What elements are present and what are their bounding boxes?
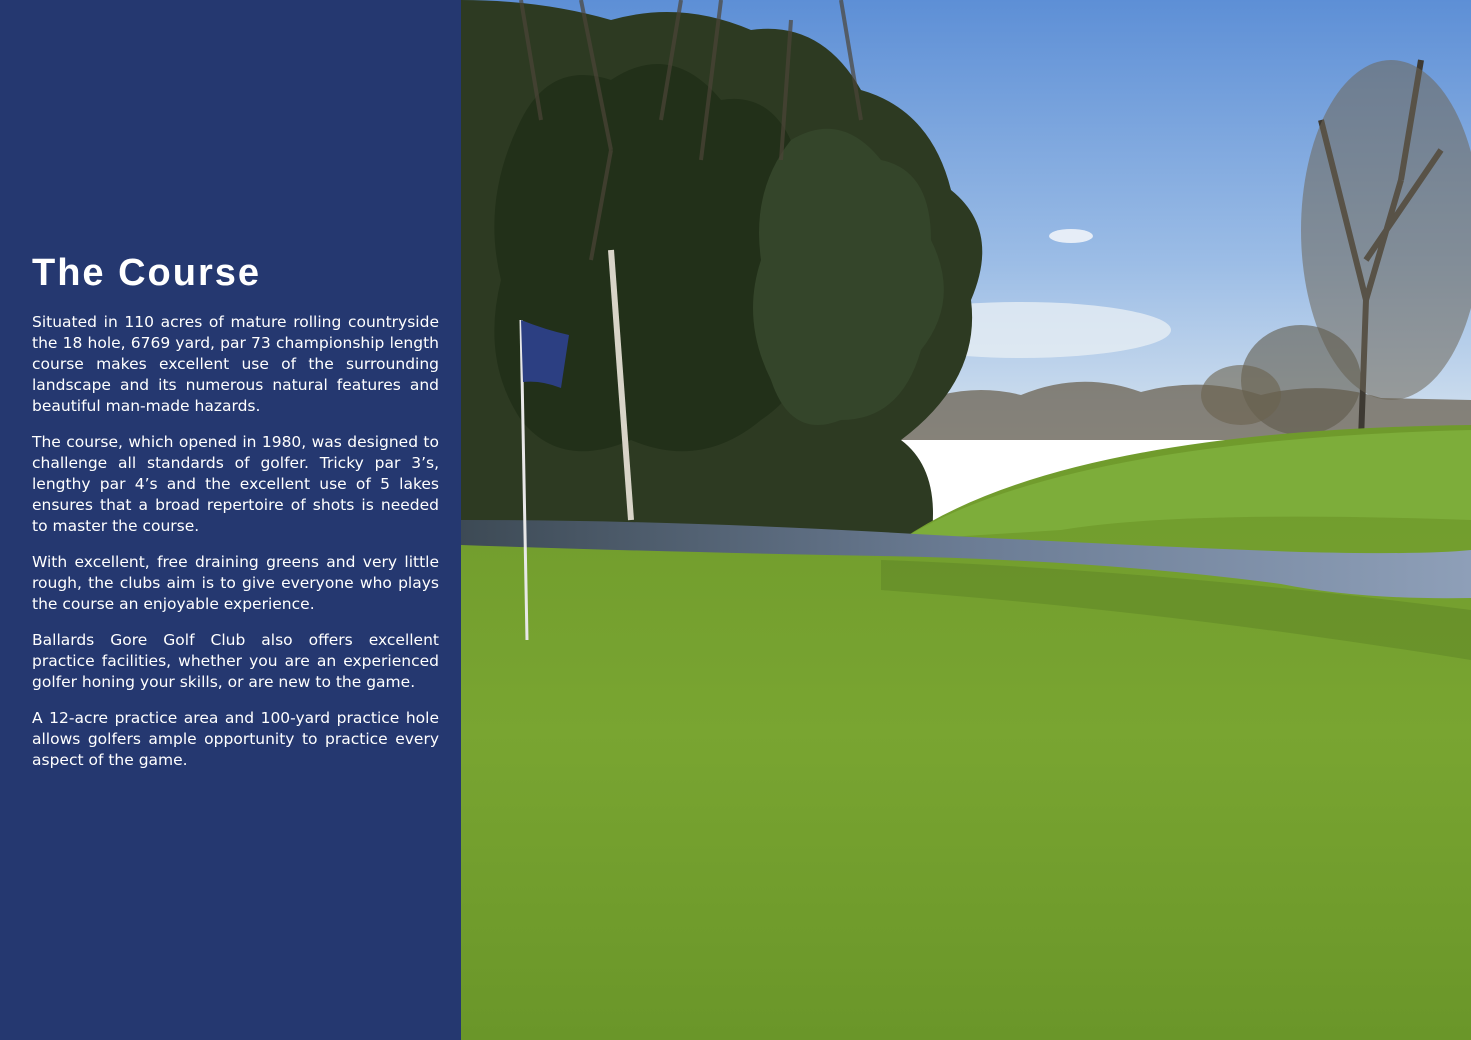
golf-course-illustration [461, 0, 1471, 1040]
tree-crown-right [1201, 365, 1281, 425]
cloud [1049, 229, 1093, 243]
paragraph-history: The course, which opened in 1980, was designed to challenge all standards of golfer. Tricky par 3’s, lengthy par 4’s and the excellent use of 5 lakes ensures that a broad repertoire of shots is needed to master the course. [32, 433, 439, 535]
page-title: The Course [32, 252, 262, 294]
paragraph-location: Situated in 110 acres of mature rolling countryside the 18 hole, 6769 yard, par 73 championship length course makes excellent use of the surrounding landscape and its numerous natural features and beautiful man-made hazards. [32, 313, 439, 415]
body-text [32, 312, 439, 786]
paragraph-practice-area: A 12-acre practice area and 100-yard practice hole allows golfers ample opportunity to practice every aspect of the game. [32, 709, 439, 769]
paragraph-practice-facilities: Ballards Gore Golf Club also offers excellent practice facilities, whether you are an experienced golfer honing your skills, or are new to the game. [32, 631, 439, 691]
paragraph-greens: With excellent, free draining greens and very little rough, the clubs aim is to give everyone who plays the course an enjoyable experience. [32, 553, 439, 613]
golf-course-photo [461, 0, 1471, 1040]
text-panel [0, 0, 461, 1040]
